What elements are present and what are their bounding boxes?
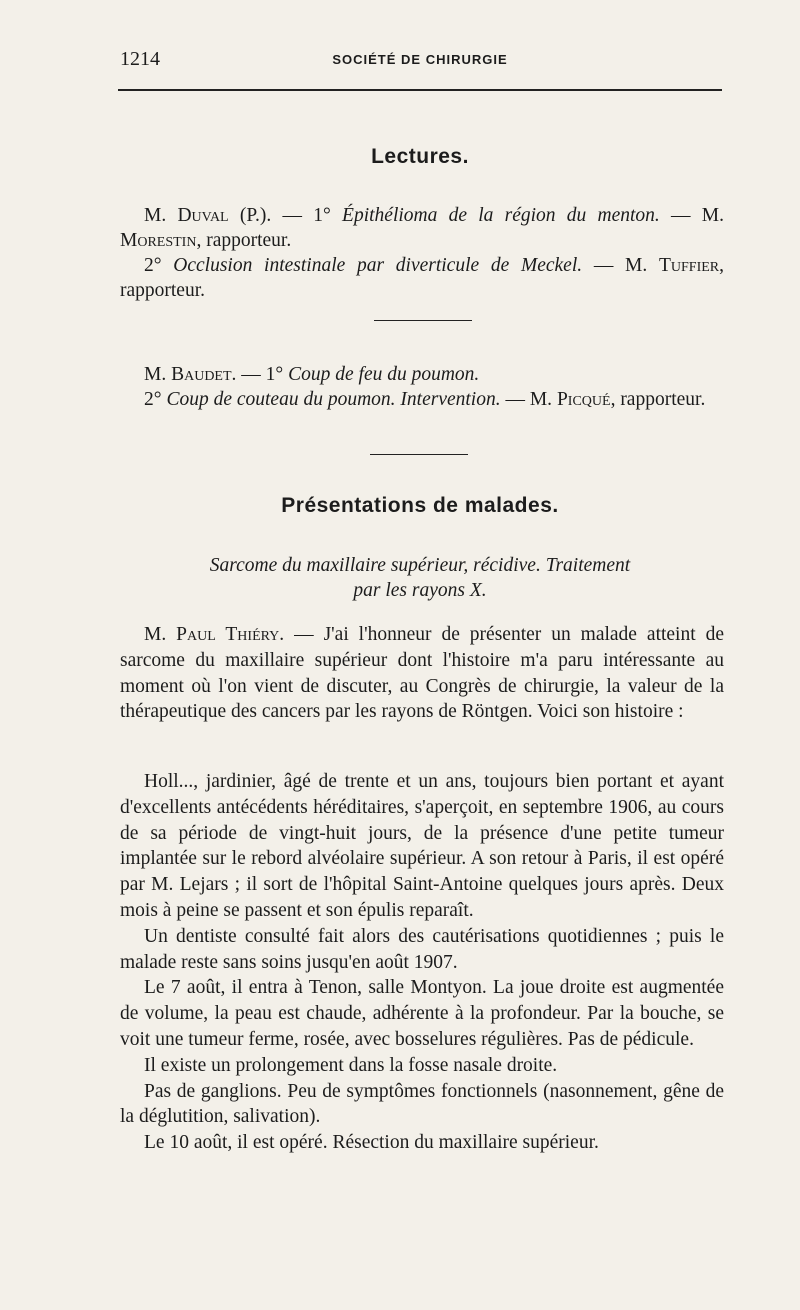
lecture-title: Coup de couteau du poumon. Intervention. — [166, 389, 501, 410]
lecture-title: Occlusion intestinale par diverticule de Meckel. — [173, 255, 583, 276]
paragraph: Holl..., jardinier, âgé de trente et un ans, toujours bien portant et ayant d'excellents antécédents héréditaires, s'aperçoit, en septembre 1906, au cours de sa période de vingt-huit jours, de la présence d'une petite tumeur implantée sur le rebord alvéolaire supérieur. A son retour à Paris, il est opéré par M. Lejars ; il sort de l'hôpital Saint-Antoine quelques jours après. Deux mois à peine se passent et son épulis reparaît. — [120, 771, 724, 921]
lecture-title: Épithélioma de la région du menton. — [342, 205, 660, 226]
lecture-entry — [120, 362, 724, 412]
lecture-entry-line — [120, 253, 724, 303]
lecture-entry — [120, 203, 724, 303]
case-title-line: par les rayons X. — [353, 580, 487, 601]
rapporteur-role: , rapporteur. — [610, 389, 706, 410]
case-history — [120, 769, 724, 1156]
header-rule — [118, 89, 722, 91]
author-prefix: M. — [144, 205, 178, 226]
page-header — [118, 48, 722, 78]
rapporteur-name: Tuffier — [658, 255, 720, 276]
author-name: Duval — [177, 205, 229, 226]
separator: — M. — [659, 205, 724, 226]
intro-paragraph — [120, 622, 724, 725]
running-head: SOCIÉTÉ DE CHIRURGIE — [332, 52, 508, 67]
author-name: Paul Thiéry — [176, 624, 280, 645]
author-suffix: (P.). — 1° — [228, 205, 343, 226]
item-number: 2° — [144, 389, 167, 410]
rapporteur-name: Morestin — [120, 230, 197, 251]
rapporteur-role: , rapporteur. — [196, 230, 292, 251]
author-prefix: M. — [144, 364, 172, 385]
author-prefix: M. — [144, 624, 177, 645]
separator-rule — [370, 454, 468, 455]
separator: — M. — [500, 389, 557, 410]
author-suffix: . — 1° — [231, 364, 289, 385]
separator-rule — [374, 320, 472, 321]
section-heading-presentations: Présentations de malades. — [281, 494, 559, 517]
paragraph — [120, 622, 724, 725]
rapporteur-name: Picqué — [556, 389, 611, 410]
paragraph: Le 7 août, il entra à Tenon, salle Montyon. La joue droite est augmentée de volume, la peau est chaude, adhérente à la profondeur. Par la bouche, se voit une tumeur ferme, rosée, avec bosselures régulières. Pas de pédicule. — [120, 977, 724, 1050]
item-number: 2° — [144, 255, 174, 276]
separator: — M. — [582, 255, 659, 276]
lecture-title: Coup de feu du poumon. — [288, 364, 480, 385]
paragraph: Pas de ganglions. Peu de symptômes fonctionnels (nasonnement, gêne de la déglutition, salivation). — [120, 1080, 724, 1128]
case-title — [118, 553, 722, 603]
paragraph: Un dentiste consulté fait alors des cautérisations quotidiennes ; puis le malade reste sans soins jusqu'en août 1907. — [120, 925, 724, 973]
paragraph: Le 10 août, il est opéré. Résection du maxillaire supérieur. — [144, 1132, 599, 1154]
lecture-entry-line — [120, 387, 724, 412]
paragraph-text: . — J'ai l'honneur de présenter un malade atteint de sarcome du maxillaire supérieur dont l'histoire m'a paru intéressante au moment où l'on vient de discuter, au Congrès de chirurgie, la valeur de la thérapeutique des cancers par les rayons de Röntgen. Voici son histoire : — [120, 624, 724, 723]
paragraph: Il existe un prolongement dans la fosse nasale droite. — [144, 1054, 558, 1076]
lecture-entry-line — [120, 203, 724, 253]
author-name: Baudet — [171, 364, 232, 385]
lecture-entry-line — [120, 362, 724, 387]
case-title-line: Sarcome du maxillaire supérieur, récidive. Traitement — [209, 555, 631, 576]
section-heading-lectures: Lectures. — [371, 145, 469, 168]
rapporteur-role: , rapporteur. — [120, 255, 724, 301]
page-number: 1214 — [120, 48, 160, 70]
